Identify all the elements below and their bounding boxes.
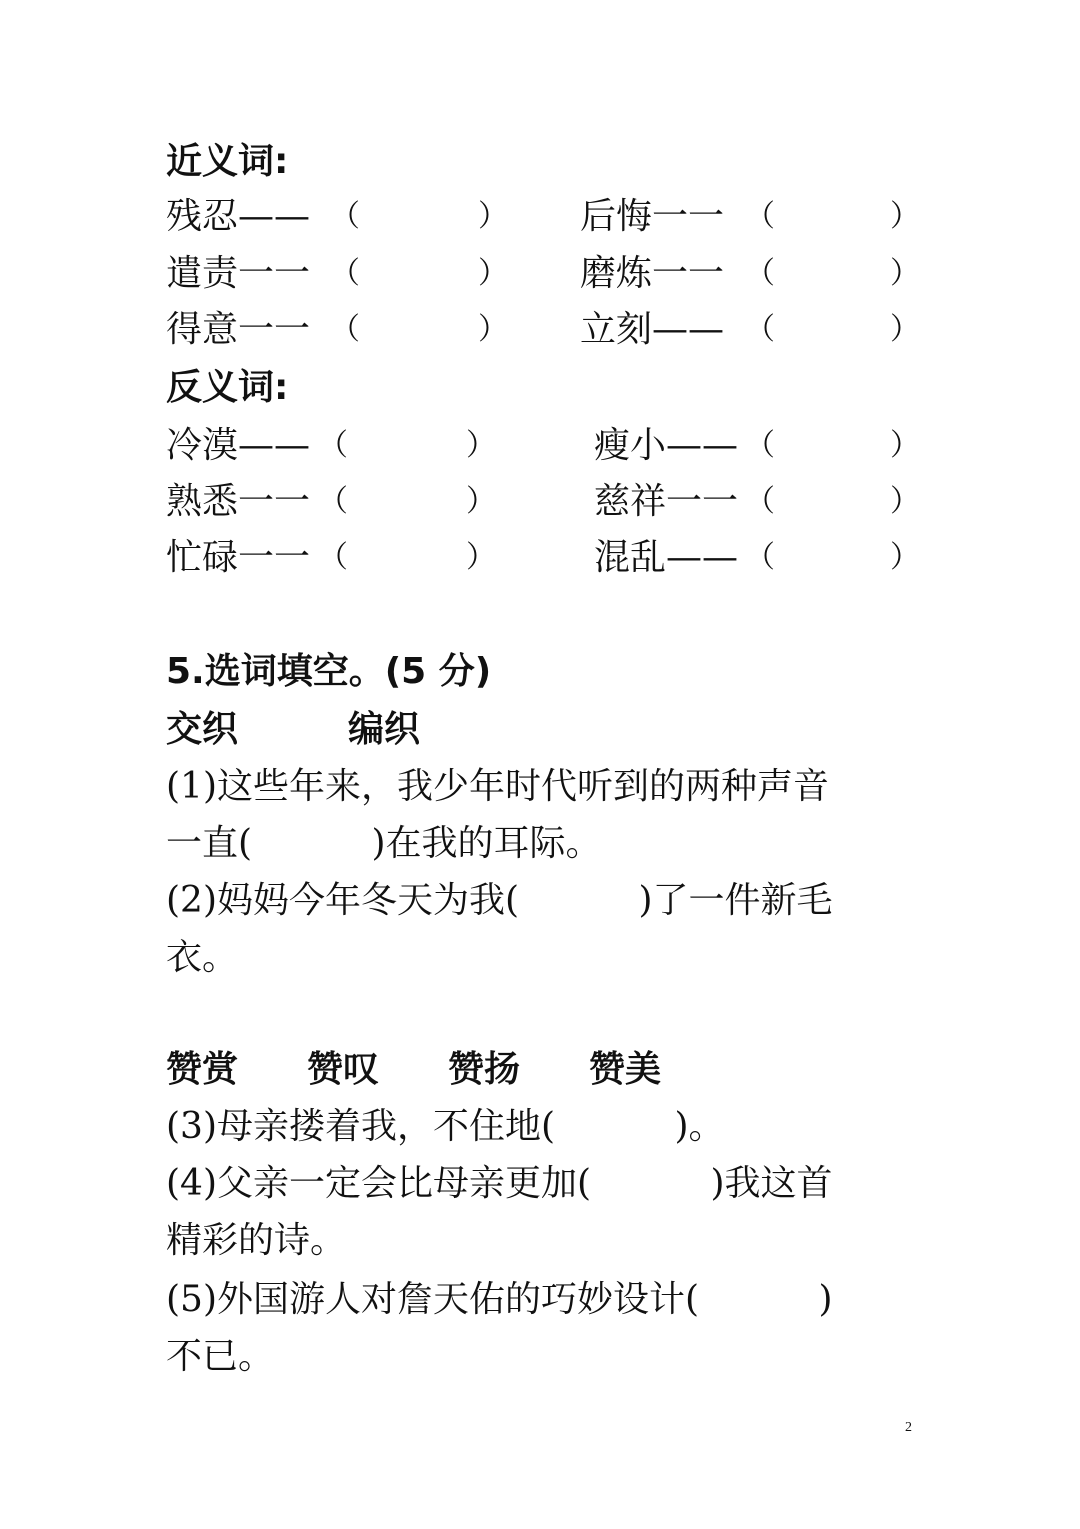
synonyms-heading: 近义词: — [166, 141, 289, 182]
question-line: (2)妈妈今年冬天为我( )了一件新毛 — [166, 880, 833, 921]
synonym-paren-close: ） — [890, 199, 920, 234]
synonym-paren-open: （ — [745, 312, 775, 347]
antonym-pair-2-left: 熟悉一一 — [166, 481, 311, 522]
option-word: 交织 — [166, 709, 239, 750]
question-line: (5)外国游人对詹天佑的巧妙设计( ) — [166, 1279, 833, 1320]
antonym-pair-1-right: 瘦小—— — [594, 425, 739, 466]
option-word: 赞赏 — [166, 1049, 239, 1090]
antonym-paren-open: （ — [745, 484, 775, 519]
option-word: 赞叹 — [307, 1049, 380, 1090]
option-list-2 — [166, 1048, 661, 1092]
antonym-paren-open: （ — [318, 428, 348, 463]
synonym-paren-close: ） — [478, 199, 508, 234]
question-line: 精彩的诗。 — [166, 1220, 347, 1261]
section5-title: 5.选词填空。(5 分) — [166, 651, 492, 692]
question-line: (1)这些年来，我少年时代听到的两种声音 — [166, 766, 829, 807]
option-word: 赞扬 — [448, 1049, 521, 1090]
antonym-pair-3-left: 忙碌一一 — [166, 537, 311, 578]
question-line: 一直( )在我的耳际。 — [166, 823, 602, 864]
option-word: 赞美 — [589, 1049, 662, 1090]
synonym-paren-close: ） — [478, 256, 508, 291]
synonym-paren-open: （ — [745, 256, 775, 291]
synonym-paren-open: （ — [330, 199, 360, 234]
synonym-paren-open: （ — [330, 312, 360, 347]
synonym-pair-3-left: 得意一一 — [166, 309, 311, 350]
antonym-pair-3-right: 混乱—— — [594, 537, 739, 578]
antonym-paren-close: ） — [890, 540, 920, 575]
question-line: (3)母亲搂着我，不住地( )。 — [166, 1106, 725, 1147]
antonym-paren-close: ） — [890, 428, 920, 463]
synonym-paren-close: ） — [478, 312, 508, 347]
synonym-pair-2-left: 遣责一一 — [166, 253, 311, 294]
antonym-paren-close: ） — [890, 484, 920, 519]
synonym-paren-close: ） — [890, 256, 920, 291]
antonym-paren-open: （ — [318, 484, 348, 519]
antonym-paren-open: （ — [318, 540, 348, 575]
synonym-pair-1-left: 残忍—— — [166, 196, 311, 237]
synonym-pair-2-right: 磨炼一一 — [580, 253, 725, 294]
antonyms-heading: 反义词: — [166, 367, 289, 408]
antonym-pair-2-right: 慈祥一一 — [594, 481, 739, 522]
antonym-paren-open: （ — [745, 540, 775, 575]
synonym-pair-1-right: 后悔一一 — [580, 196, 725, 237]
synonym-paren-open: （ — [330, 256, 360, 291]
question-line: 衣。 — [166, 937, 239, 978]
antonym-pair-1-left: 冷漠—— — [166, 425, 311, 466]
option-list-1 — [166, 708, 420, 752]
synonym-paren-open: （ — [745, 199, 775, 234]
question-line: 不已。 — [166, 1336, 275, 1377]
antonym-paren-close: ） — [466, 484, 496, 519]
synonym-pair-3-right: 立刻—— — [580, 309, 725, 350]
option-word: 编织 — [348, 709, 421, 750]
antonym-paren-close: ） — [466, 428, 496, 463]
page-number: 2 — [905, 1420, 912, 1435]
antonym-paren-close: ） — [466, 540, 496, 575]
synonym-paren-close: ） — [890, 312, 920, 347]
question-line: (4)父亲一定会比母亲更加( )我这首 — [166, 1163, 833, 1204]
antonym-paren-open: （ — [745, 428, 775, 463]
